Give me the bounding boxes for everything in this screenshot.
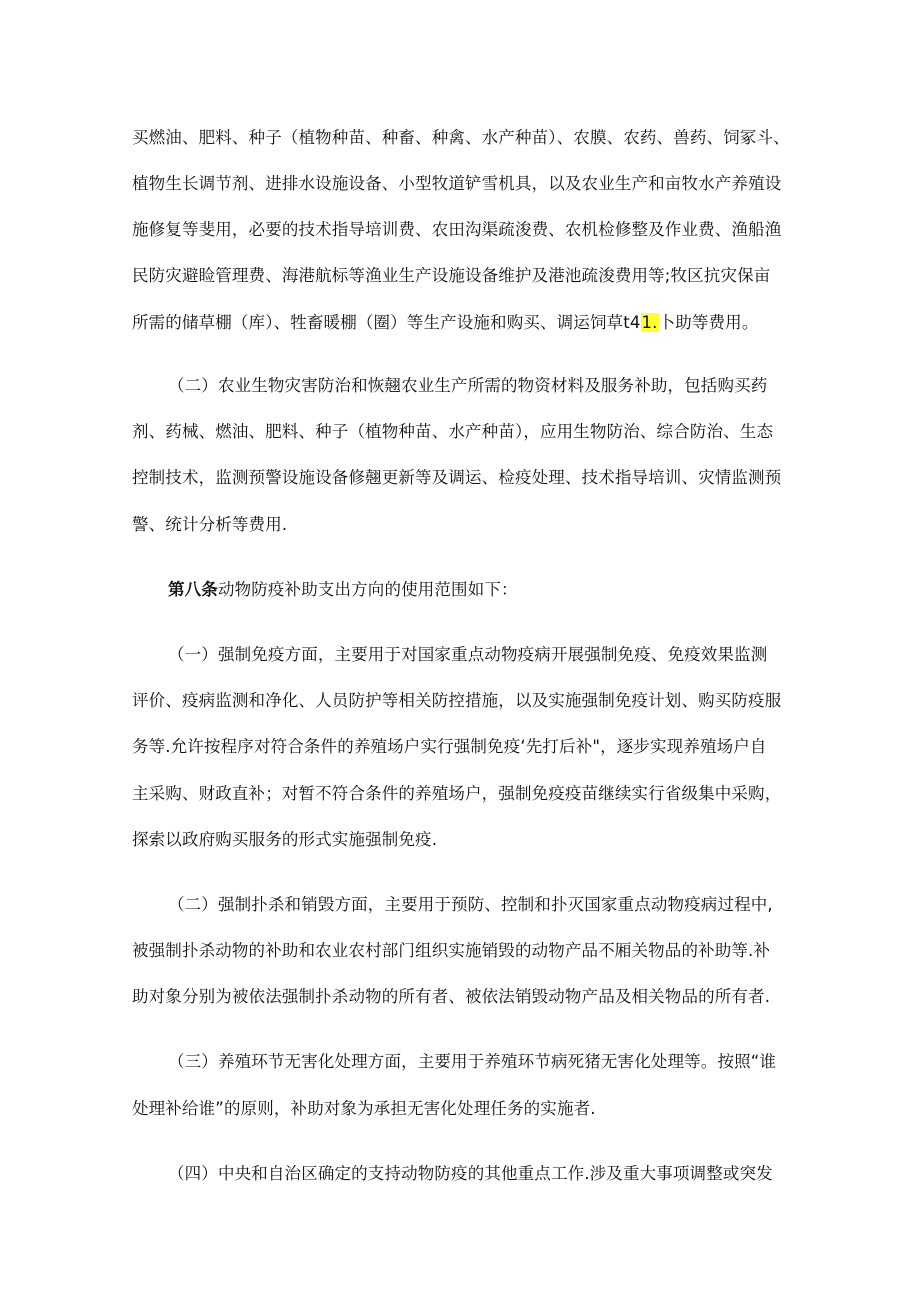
para1-line3: 施修复等斐用，必要的技术指导培训费、农田沟渠疏浚费、农机检修整及作业费、渔船渔	[132, 220, 782, 239]
para3-line1: （一）强制免疫方面，主要用于对国家重点动物疫病开展强制免疫、免疫效果监测	[168, 645, 768, 664]
para1-line4: 民防灾避睑管理费、海港航标等渔业生产设施设备维护及港池疏浚费用等;牧区抗灾保亩	[132, 266, 771, 285]
para3-line4: 主采购、财政直补；对暂不符合条件的养殖场户，强制免疫疫苗继续实行省级集中采购，	[132, 784, 782, 803]
article8-title: 第八条	[168, 580, 218, 599]
para5-line2: 处理补给谁”的原则，补助对象为承担无害化处理任务的实施者.	[132, 1099, 596, 1118]
para2-line3: 控制技术，监测预警设施设备修翹更新等及调运、检疫处理、技术指导培训、灾情监测预	[132, 468, 782, 487]
para4-line3: 助对象分别为被依法强制扑杀动物的所有者、被依法销毁动物产品及相关物品的所有者.	[132, 987, 771, 1006]
highlighted-text: 1.	[641, 313, 658, 332]
para2-line2: 剂、药械、燃油、肥料、种子（植物种苗、水产种苗），应用生物防治、综合防治、生态	[132, 422, 774, 441]
para3-line3: 务等.允许按程序对符合条件的养殖场户实行强制免疫‘先打后补"，逐步实现养殖场户自	[132, 737, 767, 756]
para1-line5-text: 所需的储草棚（库）、牲畜暖棚（圈）等生产设施和购买、调运饲草t4	[132, 313, 641, 332]
para1-line5-end: 卜助等费用。	[658, 313, 759, 332]
para5-line1: （三）养殖环节无害化处理方面，主要用于养殖环节病死猪无害化处理等。按照“谁	[168, 1052, 777, 1071]
para3-line2: 评价、疫病监测和净化、人员防护等相关防控措施，以及实施强制免疫计划、购买防疫服	[132, 691, 782, 710]
para1-line1: 买燃油、肥料、种子（植物种苗、种畜、种禽、水产种苗）、农膜、农药、兽药、饲冢斗、	[132, 128, 790, 147]
para2-line1: （二）农业生物灾害防治和恢翹农业生产所需的物资材料及服务补助，包括购买药	[168, 376, 768, 395]
para1-line5	[132, 311, 812, 335]
para2-line4: 警、统计分析等费用.	[132, 515, 288, 534]
para3-line5: 探索以政府购买服务的形式实施强制免疫.	[132, 830, 438, 849]
article8-heading	[168, 578, 812, 602]
para4-line1: （二）强制扑杀和销毁方面，主要用于预防、控制和扑灭国家重点动物疫病过程中,	[168, 895, 773, 914]
para1-line2: 植物生长调节剂、进排水设施设备、小型牧道铲雪机具，以及农业生产和亩牧水产养殖设	[132, 174, 782, 193]
article8-text: 动物防疫补助支出方向的使用范围如下：	[217, 580, 518, 599]
para6-line1: （四）中央和自治区确定的支持动物防疫的其他重点工作.涉及重大事项调整或突发	[168, 1164, 773, 1183]
para4-line2: 被强制扑杀动物的补助和农业农村部门组织实施销毁的动物产品不厢关物品的补助等.补	[132, 941, 771, 960]
